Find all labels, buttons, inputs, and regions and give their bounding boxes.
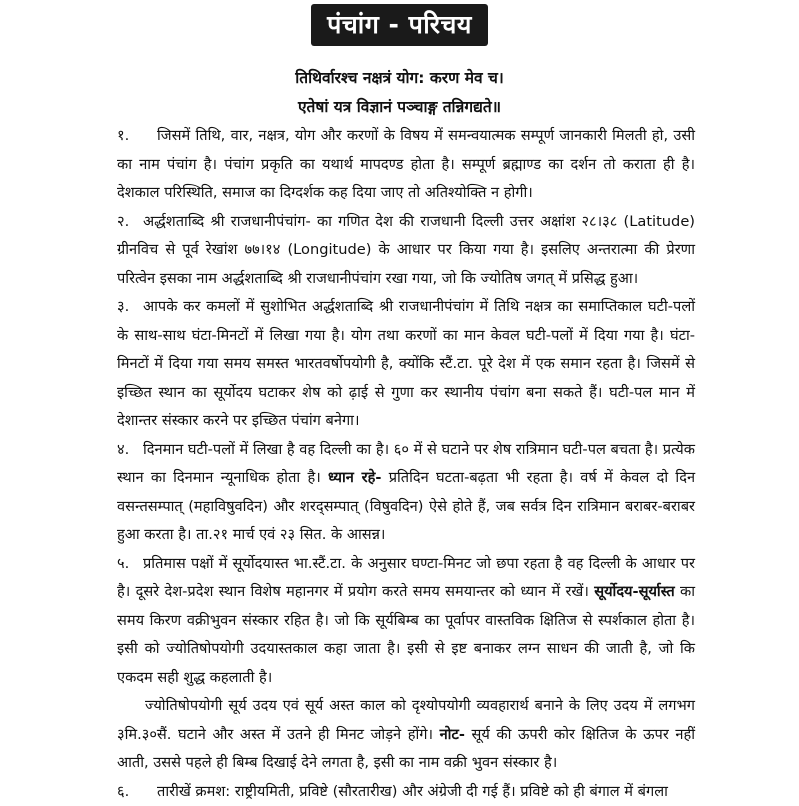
- paragraph-5: [117, 550, 695, 693]
- paragraph-text: आपके कर कमलों में सुशोभित अर्द्धशताब्दि श्री राजधानीपंचांग में तिथि नक्षत्र का समाप्तिकाल घटी-पलों के साथ-साथ घंटा-मिनटों में लिखा गया है। योग तथा करणों का मान केवल घटी-पलों में दिया गया है। घंटा-मिनटों में दिया गया समय समस्त भारतवर्षोपयोगी है, क्योंकि स्टैं.टा. पूरे देश में एक समान रहता है। जिसमें से इच्छित स्थान का सूर्योदय घटाकर शेष को ढ़ाई से गुणा कर स्थानीय पंचांग बना सकते हैं। घटी-पल मान में देशान्तर संस्कार करने पर इच्छित पंचांग बनेगा।: [117, 298, 695, 429]
- paragraph-3: [117, 293, 695, 436]
- paragraph-5-continued: [117, 692, 695, 778]
- paragraph-number: ३.: [117, 293, 137, 322]
- paragraph-number: २.: [117, 208, 137, 237]
- paragraph-text: प्रतिदिन घटता-बढ़ता भी रहता है। वर्ष में केवल दो दिन वसन्तसम्पात् (महाविषुवदिन) और शरद्सम्पात् (विषुवदिन) ऐसे होते हैं, जब सर्वत्र दिन रात्रिमान बराबर-बराबर हुआ करता है। ता.२१ मार्च एवं २३ सित. के आसन्न।: [117, 469, 695, 543]
- paragraph-text: का समय किरण वक्रीभुवन संस्कार रहित है। जो कि सूर्यबिम्ब का पूर्वापर वास्तविक क्षितिज से स्पर्शकाल होता है। इसी को ज्योतिषोपयोगी उदयास्तकाल कहा जाता है। इसी से इष्ट बनाकर लग्न साधन की जाती है, जो कि एकदम सही शुद्ध कहलाती है।: [117, 583, 695, 686]
- shloka-line-1: तिथिर्वारश्च नक्षत्रं योग: करण मेव च।: [0, 66, 799, 88]
- paragraph-text: जिसमें तिथि, वार, नक्षत्र, योग और करणों के विषय में समन्वयात्मक सम्पूर्ण जानकारी मिलती हो, उसी का नाम पंचांग है। पंचांग प्रकृति का यथार्थ मापदण्ड होता है। सम्पूर्ण ब्रह्माण्ड का दर्शन तो कराता ही है। देशकाल परिस्थिति, समाज का दिग्दर्शक कह दिया जाए तो अतिश्योक्ति न होगी।: [117, 127, 695, 201]
- paragraph-number: १.: [117, 122, 137, 151]
- paragraph-number: ५.: [117, 550, 137, 579]
- paragraph-text: प्रतिमास पक्षों में सूर्योदयास्त भा.स्टैं.टा. के अनुसार घण्टा-मिनट जो छपा रहता है वह दिल्ली के आधार पर है। दूसरे देश-प्रदेश स्थान विशेष महानगर में प्रयोग करते समय समयान्तर को ध्यान में रखें।: [117, 555, 695, 601]
- paragraph-number: ६.: [117, 778, 137, 806]
- paragraph-text: अर्द्धशताब्दि श्री राजधानीपंचांग- का गणित देश की राजधानी दिल्ली उत्तर अक्षांश २८।३८ (Latitude) ग्रीनविच से पूर्व रेखांश ७७।१४ (Longitude) के आधार पर किया गया है। इसलिए अन्तरात्मा की प्रेरणा परित्वेन इसका नाम अर्द्धशताब्दि श्री राजधानीपंचांग रखा गया, जो कि ज्योतिष जगत् में प्रसिद्ध हुआ।: [117, 213, 695, 287]
- paragraph-text: दिनमान घटी-पलों में लिखा है वह दिल्ली का है। ६० में से घटाने पर शेष रात्रिमान घटी-पल बचता है। प्रत्येक स्थान का दिनमान न्यूनाधिक होता है।: [117, 441, 695, 487]
- paragraph-text: तारीखें क्रमश: राष्ट्रीयमिती, प्रविष्टे (सौरतारीख) और अंग्रेजी दी गई हैं। प्रविष्टे को ही बंगाल में बंगला: [157, 783, 668, 800]
- paragraph-6: [117, 778, 695, 806]
- shloka-line-2: एतेषां यत्र विज्ञानं पञ्चाङ्ग तन्निगद्यते॥: [0, 95, 799, 117]
- page-title: पंचांग - परिचय: [311, 4, 488, 46]
- paragraph-number: ४.: [117, 436, 137, 465]
- title-banner: [0, 4, 799, 46]
- paragraph-1: [117, 122, 695, 208]
- paragraph-text: सूर्य की ऊपरी कोर क्षितिज के ऊपर नहीं आती, उससे पहले ही बिम्ब दिखाई देने लगता है, इसी का नाम वक्री भुवन संस्कार है।: [117, 726, 695, 772]
- paragraph-2: [117, 208, 695, 294]
- bold-term: सूर्योदय-सूर्यास्त: [594, 583, 675, 600]
- document-body: [117, 122, 695, 806]
- paragraph-text: ज्योतिषोपयोगी सूर्य उदय एवं सूर्य अस्त काल को दृश्योपयोगी व्यवहारार्थ बनाने के लिए उदय में लगभग ३मि.३०सैं. घटाने और अस्त में उतने ही मिनट जोड़ने होंगे।: [117, 697, 695, 743]
- bold-note: नोट-: [440, 726, 465, 743]
- bold-note: ध्यान रहे-: [328, 469, 381, 486]
- paragraph-4: [117, 436, 695, 550]
